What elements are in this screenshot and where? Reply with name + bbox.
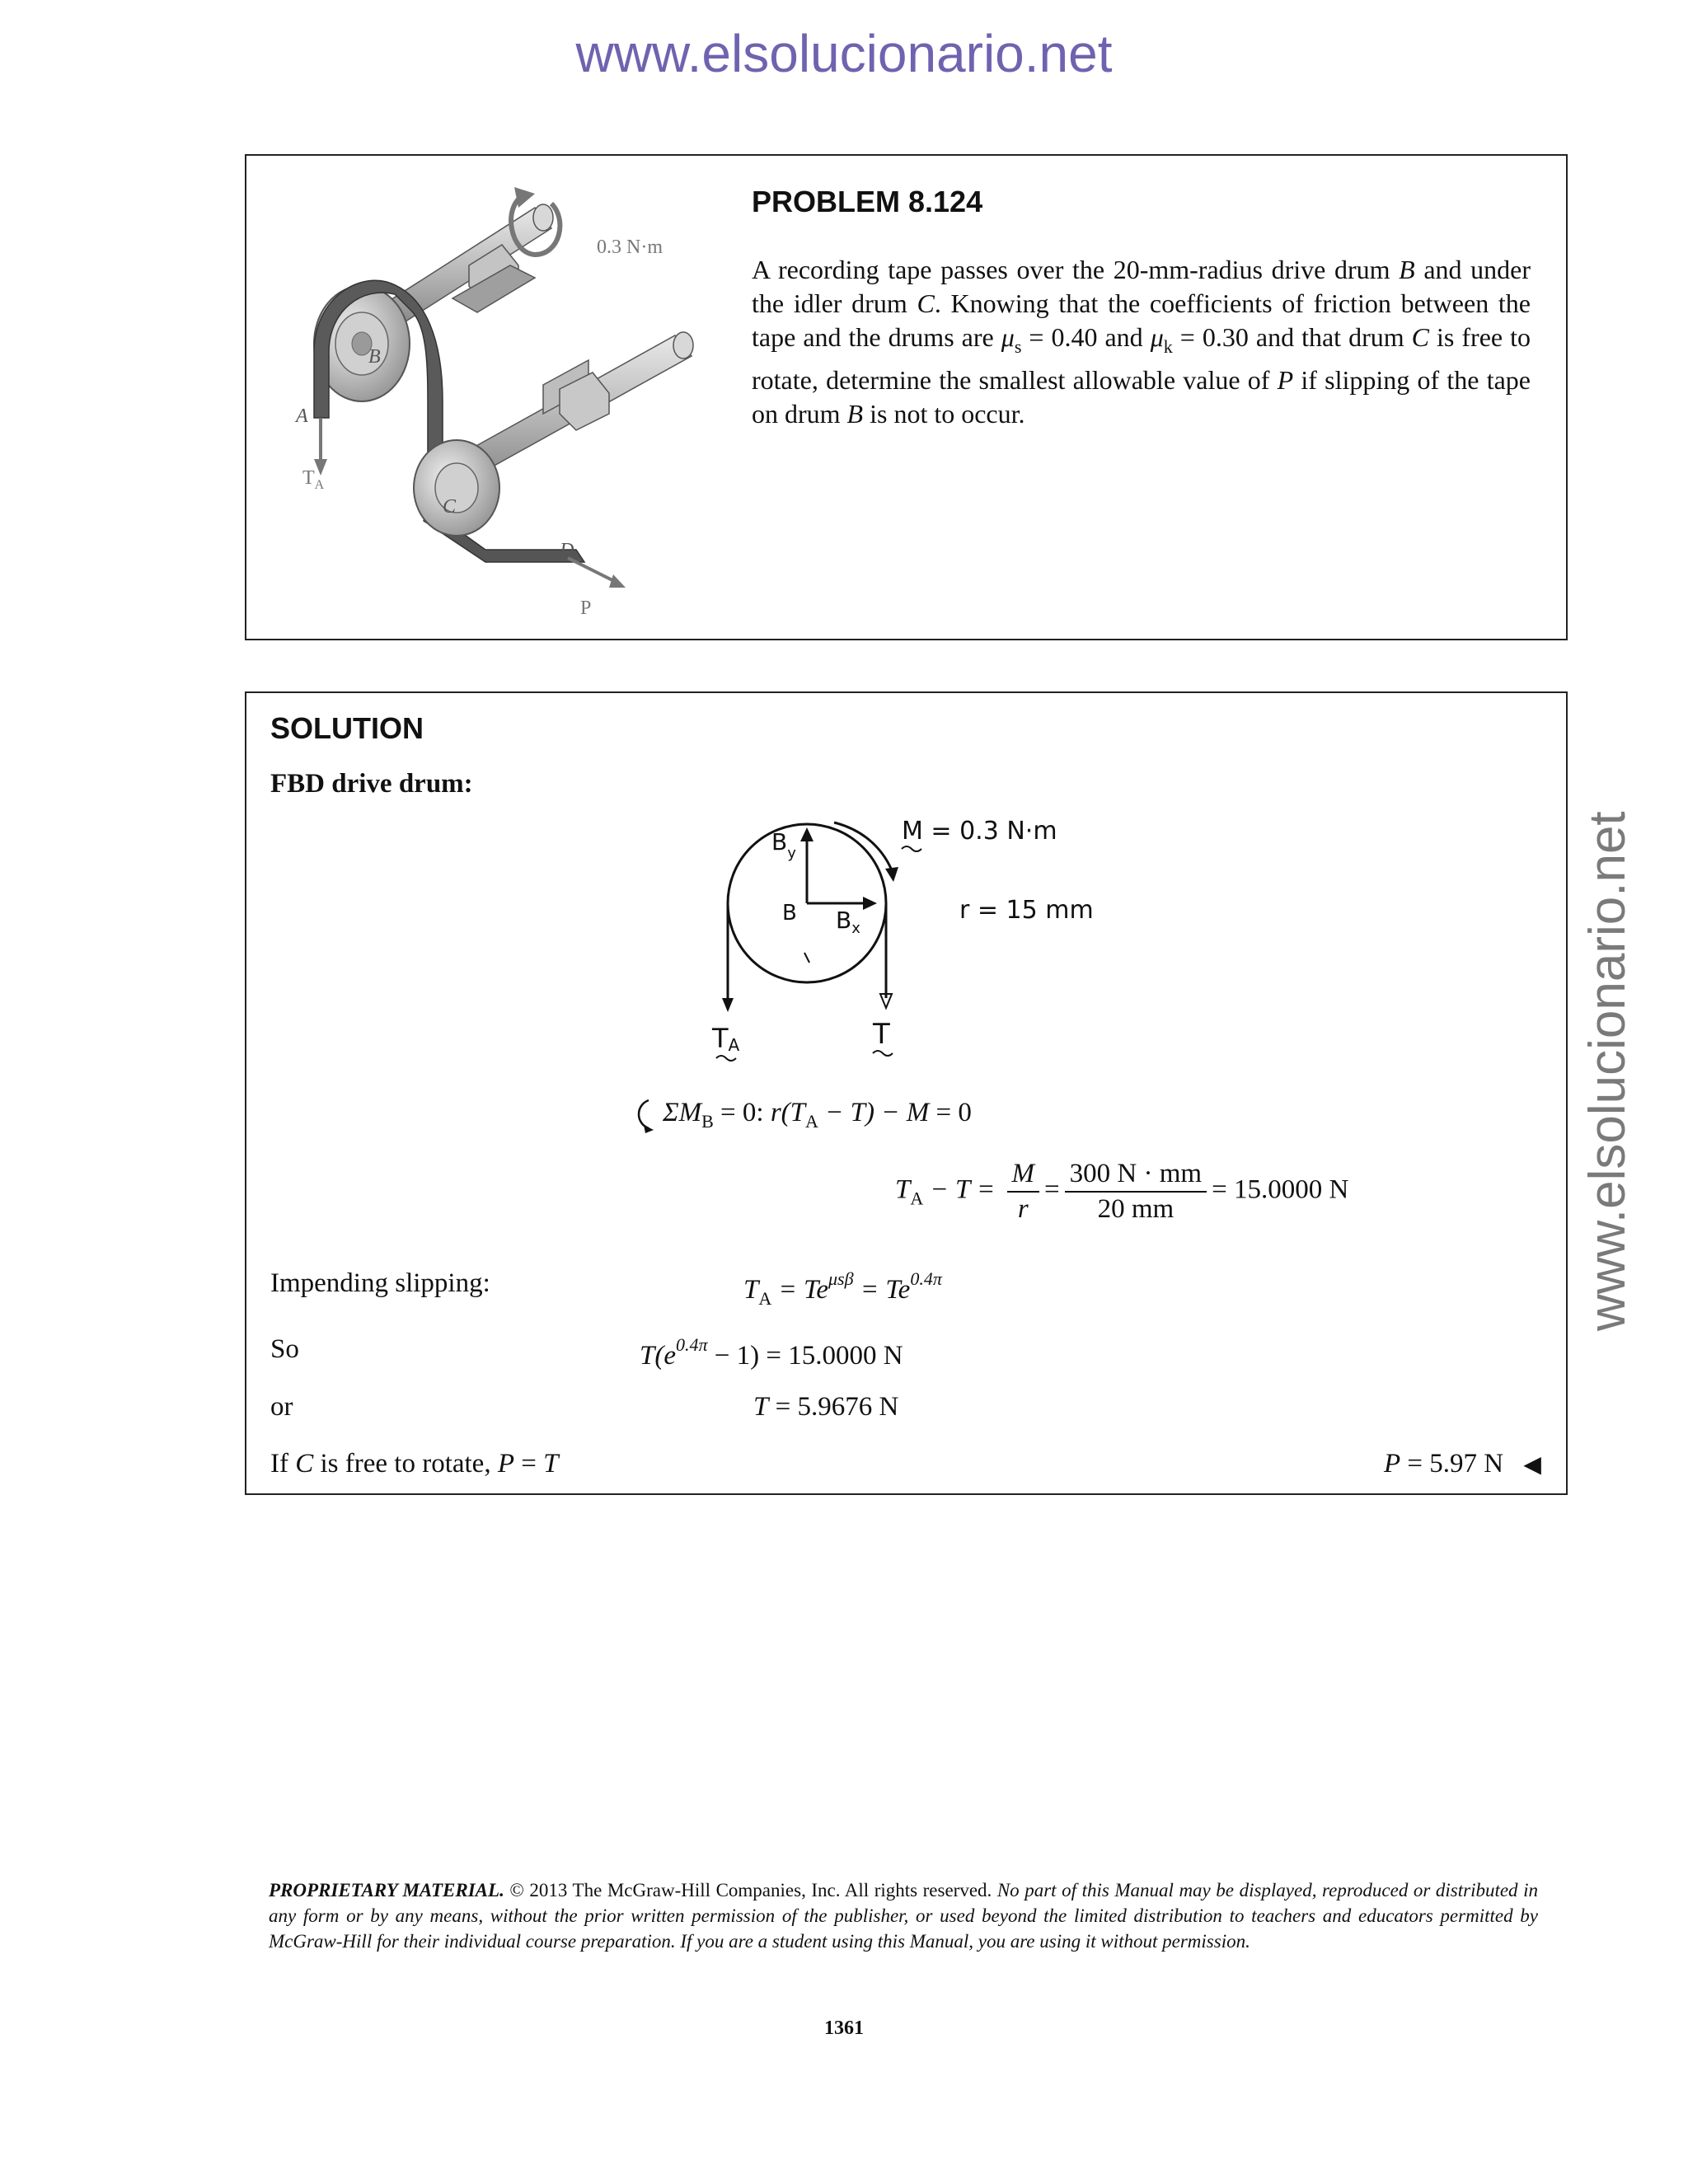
fbd-bx-label: $B_x$ [836, 907, 860, 937]
problem-heading: PROBLEM 8.124 [752, 185, 983, 218]
answer-marker-icon: ◀ [1523, 1451, 1541, 1478]
fbd-title: FBD drive drum: [270, 769, 473, 799]
figure-label-ta: $T_A$ [302, 467, 325, 492]
figure-label-a: A [296, 405, 308, 427]
impending-equation: $T_A = Te^{\mu s\beta} = Te^{0.4\pi}$ [743, 1268, 942, 1309]
moment-equation: $\Sigma M_B = 0$: $r(T_A - T) - M = 0$ [663, 1098, 972, 1132]
problem-statement: A recording tape passes over the 20-mm-radius drive drum B and under the idler drum C. Knowing that the coefficients of friction between the tape and the drums are $\mu_s = 0.40$ and $\mu_k = 0.30$ and that drum C is free to rotate, determine the smallest allowable value of P if slipping of the tape on drum B is not to occur. [752, 255, 1531, 429]
figure-label-b: B [368, 346, 381, 368]
proprietary-footer: PROPRIETARY MATERIAL. © 2013 The McGraw-Hill Companies, Inc. All rights reserved. No part of this Manual may be displayed, reproduced or distributed in any form or by any means, without the prior written permission of the publisher, or used beyond the limited distribution to teachers and educators permitted by McGraw-Hill for their individual course preparation. If you are a student using this Manual, you are using it without permission. [269, 1880, 1538, 1952]
figure-label-c: C [443, 496, 457, 518]
fbd-ta-label: TA [712, 1023, 740, 1055]
problem-figure [263, 162, 724, 640]
watermark-side: www.elsolucionario.net [1579, 811, 1636, 1331]
fbd-by-label: $B_y$ [771, 828, 796, 862]
fbd-center-label: B [782, 901, 797, 926]
final-answer: P = 5.97 N ◀ [1384, 1449, 1541, 1479]
problem-box [245, 154, 1568, 640]
or-equation: T = 5.9676 N [753, 1392, 899, 1422]
figure-label-p: P [580, 598, 592, 619]
so-equation: $T(e^{0.4\pi} - 1) = 15.0000$ N [640, 1334, 903, 1371]
fbd-t-label: T [873, 1018, 890, 1051]
so-label: So [270, 1334, 299, 1364]
solution-heading: SOLUTION [270, 711, 424, 745]
watermark-top: www.elsolucionario.net [575, 24, 1113, 83]
figure-moment-label: 0.3 N·m [597, 237, 663, 258]
impending-label: Impending slipping: [270, 1268, 490, 1298]
final-statement: If C is free to rotate, P = T [270, 1449, 559, 1479]
tension-difference-equation: $T_A - T$ = $\frac{M}{r}$ = $\frac{300 N \cdot mm}{20 mm}$ = 15.0000 N [895, 1159, 1349, 1224]
fbd-drum-diagram [704, 813, 1165, 1085]
ccw-moment-icon [632, 1097, 662, 1133]
fbd-radius-label: r = 15 mm [959, 896, 1094, 925]
drum-c [414, 440, 499, 536]
solution-box [245, 691, 1568, 1495]
or-label: or [270, 1392, 293, 1422]
page-number: 1361 [824, 2018, 864, 2039]
figure-label-d: D [560, 540, 574, 561]
fbd-moment-label: M = 0.3 N·m [902, 817, 1057, 846]
